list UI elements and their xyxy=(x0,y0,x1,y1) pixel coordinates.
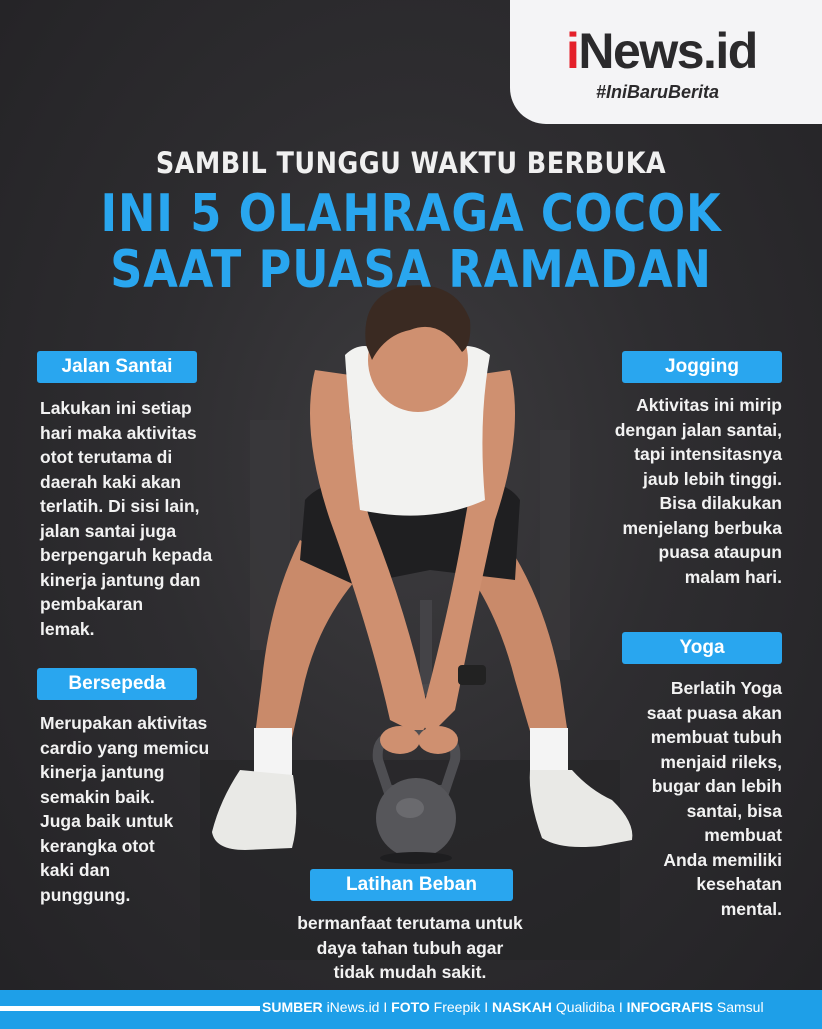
label-bersepeda: Bersepeda xyxy=(37,668,197,700)
subtitle-heading: SAMBIL TUNGGU WAKTU BERBUKA xyxy=(155,146,667,180)
footer-separator: I xyxy=(484,999,489,1015)
text-bersepeda: Merupakan aktivitas cardio yang memicu kinerja jantung semakin baik. Juga baik untuk kerangka otot kaki dan punggung. xyxy=(40,713,210,905)
text-jalan-santai: Lakukan ini setiap hari maka aktivitas otot terutama di daerah kaki akan terlatih. Di sisi lain, jalan santai juga berpengaruh kepada kinerja jantung dan pembakaran lemak. xyxy=(40,398,213,639)
text-yoga: Berlatih Yoga saat puasa akan membuat tubuh menjaid rileks, bugar dan lebih santai, bisa membuat Anda memiliki kesehatan mental. xyxy=(646,678,782,919)
label-jogging: Jogging xyxy=(622,351,782,383)
logo-news: News.id xyxy=(578,23,757,79)
brand-logo xyxy=(566,22,757,80)
brand-tagline: #IniBaruBerita xyxy=(596,82,720,102)
brand-logo-box xyxy=(510,0,822,124)
logo-i: i xyxy=(566,23,579,79)
footer-credits xyxy=(262,999,764,1015)
footer-sumber-value: iNews.id xyxy=(326,999,380,1015)
footer-separator: I xyxy=(618,999,623,1015)
footer-infografis-value: Samsul xyxy=(716,999,764,1015)
footer-separator: I xyxy=(383,999,388,1015)
footer-foto-label: FOTO xyxy=(391,999,430,1015)
text-jogging: Aktivitas ini mirip dengan jalan santai, tapi intensitasnya jaub lebih tinggi. Bisa dilakukan menjelang berbuka puasa ataupun malam hari. xyxy=(614,395,782,587)
label-latihan-beban: Latihan Beban xyxy=(310,869,513,901)
label-jalan-santai: Jalan Santai xyxy=(37,351,197,383)
main-title-line-2: SAAT PUASA RAMADAN xyxy=(110,240,712,300)
footer-sumber-label: SUMBER xyxy=(262,999,323,1015)
main-title-line-1: INI 5 OLAHRAGA COCOK xyxy=(100,184,722,244)
text-latihan-beban: bermanfaat terutama untuk daya tahan tubuh agar tidak mudah sakit. xyxy=(297,913,523,982)
label-yoga: Yoga xyxy=(622,632,782,664)
footer-naskah-value: Qualidiba xyxy=(555,999,615,1015)
footer-naskah-label: NASKAH xyxy=(492,999,552,1015)
footer-infografis-label: INFOGRAFIS xyxy=(626,999,713,1015)
footer-divider-line xyxy=(0,1006,260,1011)
footer-foto-value: Freepik xyxy=(433,999,481,1015)
